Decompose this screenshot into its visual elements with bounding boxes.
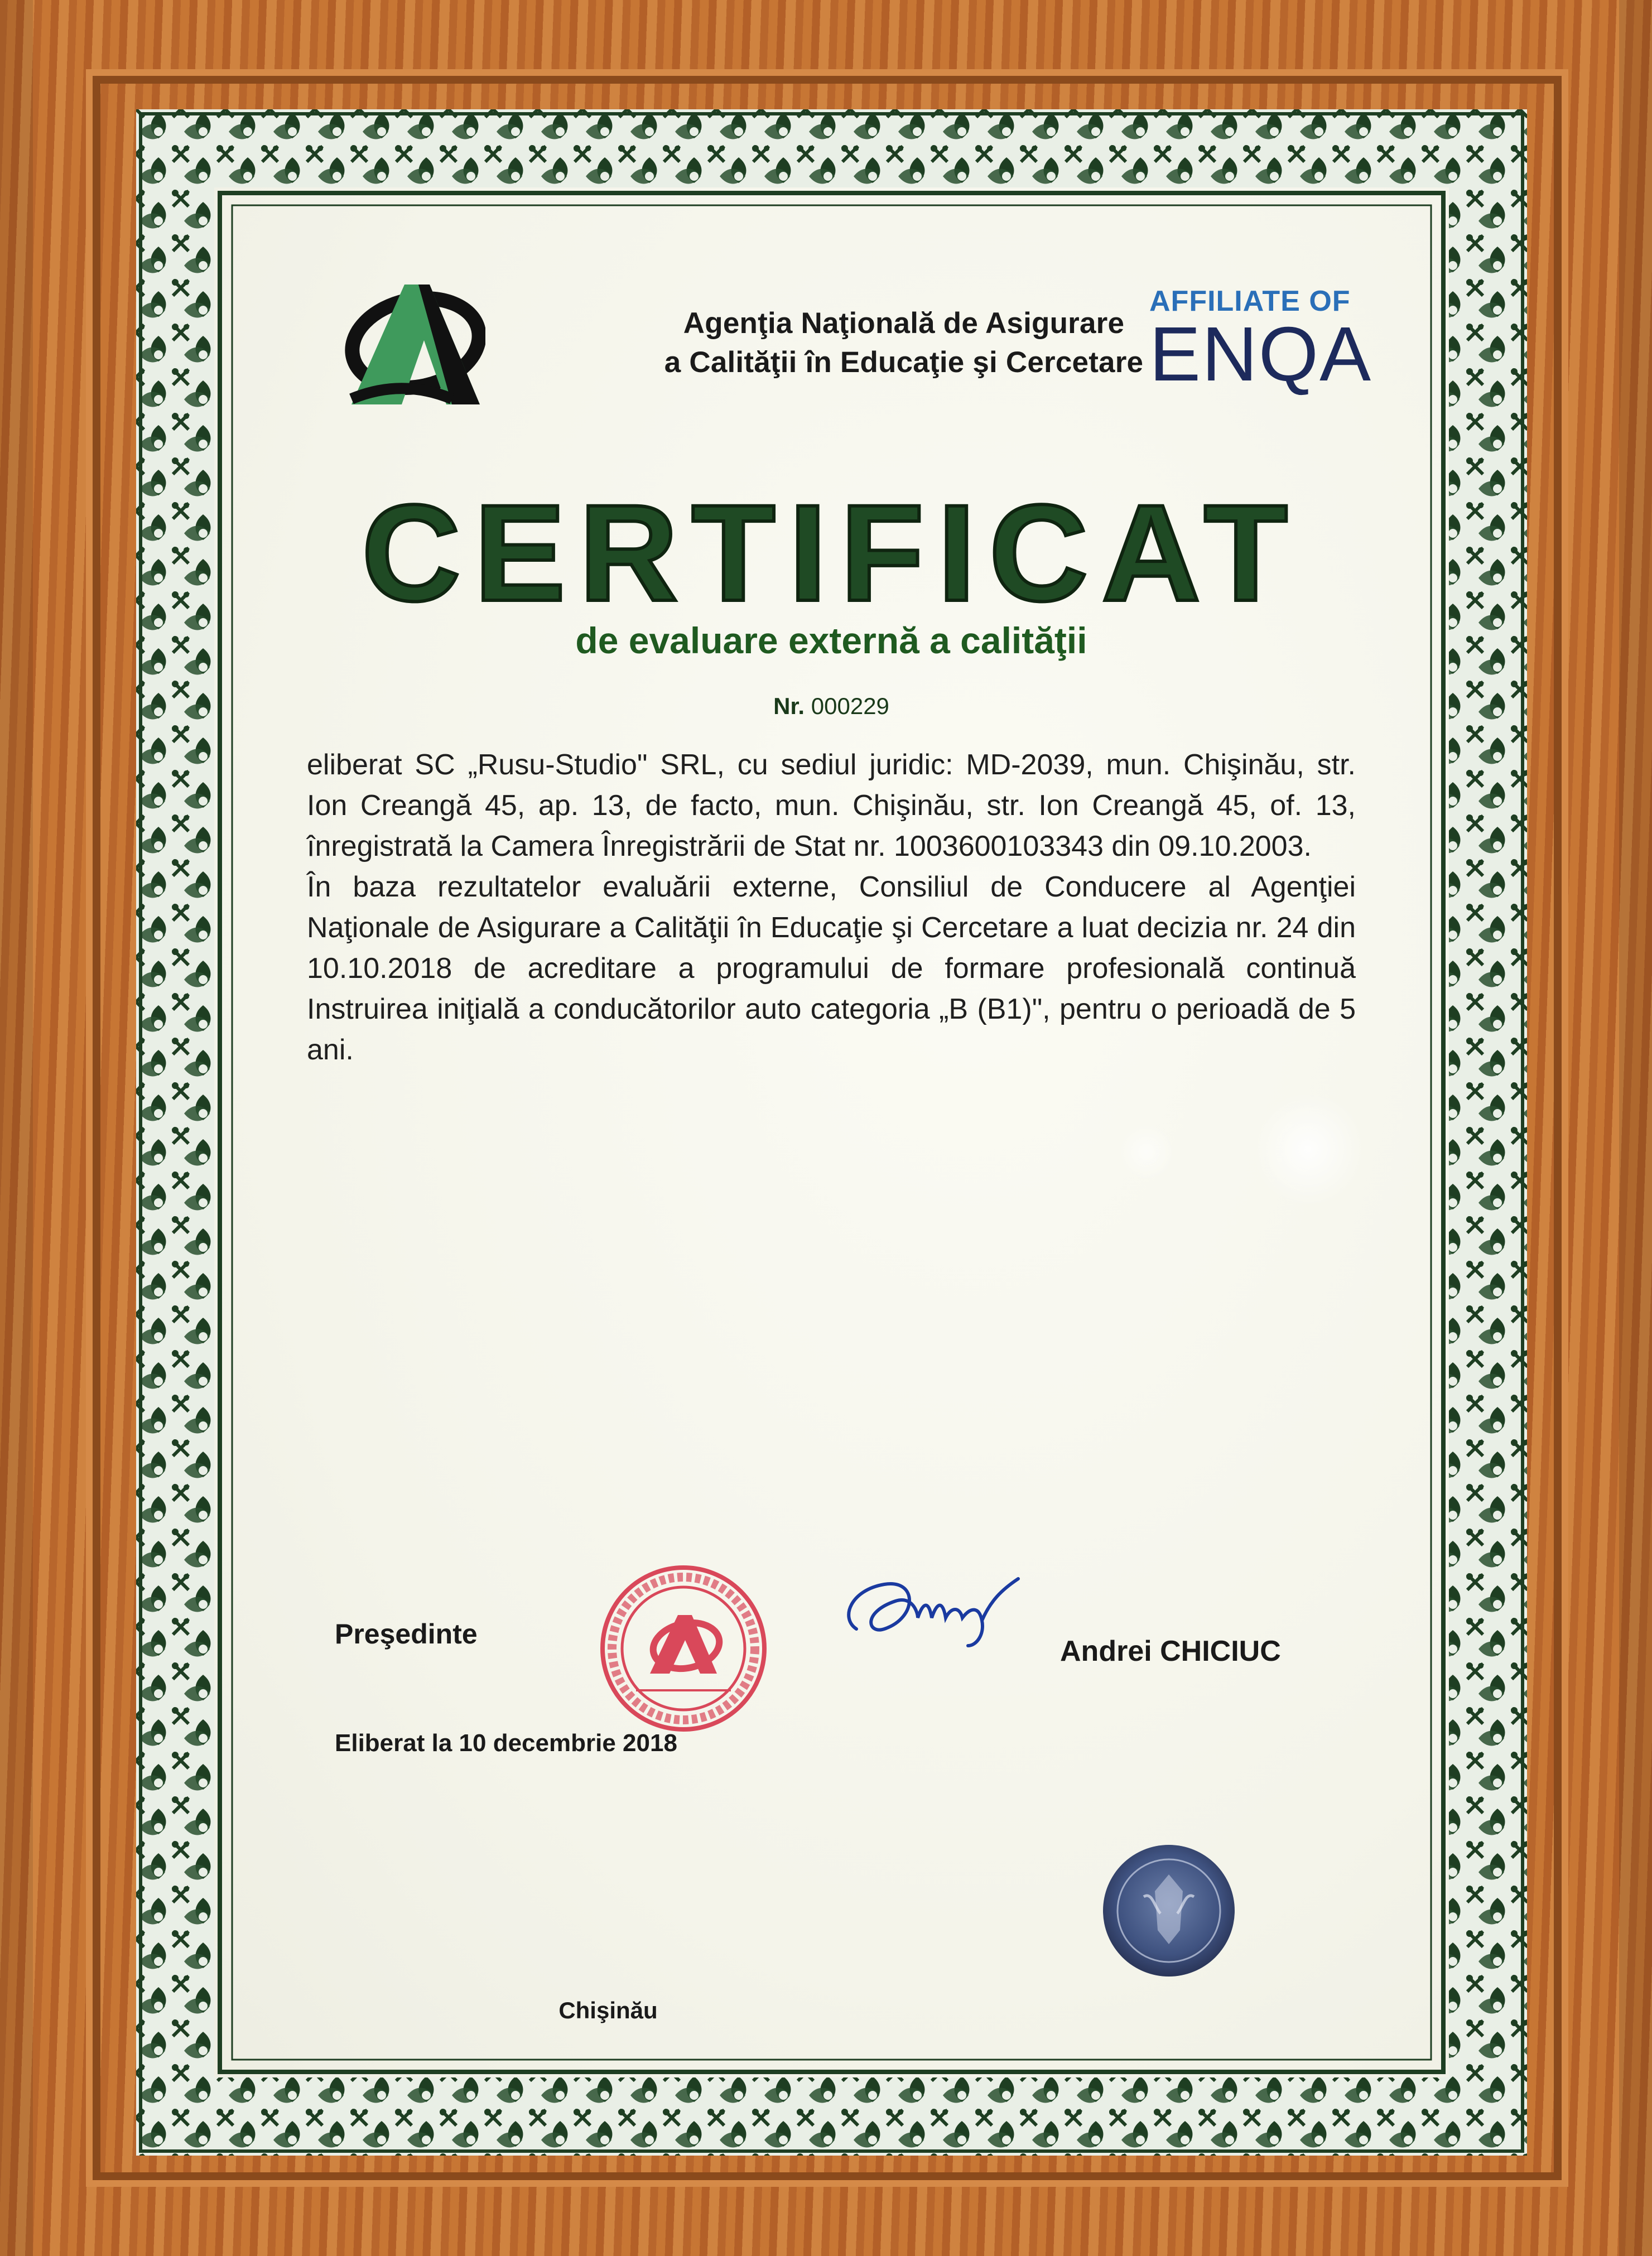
certificate-subtitle: de evaluare externă a calităţii [575, 620, 1087, 661]
certificate-number [206, 693, 1456, 720]
issue-date: Eliberat la 10 decembrie 2018 [335, 1729, 677, 1757]
number-value: 000229 [811, 693, 889, 719]
certificate-body [307, 745, 1356, 1071]
red-stamp-seal-icon [597, 1562, 770, 1735]
agency-name-line1: Agenţia Naţională de Asigurare [683, 307, 1125, 340]
enqa-wordmark: ENQA [1149, 311, 1372, 397]
handwritten-signature-icon [834, 1568, 1035, 1651]
agency-logo-icon [340, 279, 485, 413]
certificate-title: CERTIFICAT [362, 476, 1301, 630]
glass-glare [1255, 1088, 1361, 1211]
agency-name-line2: a Calităţii în Educaţie şi Cercetare [664, 346, 1144, 379]
body-paragraph-2: În baza rezultatelor evaluării externe, Consiliul de Conducere al Agenţiei Naţionale de Asigurare a Calităţii în Educaţie şi Cercetare a luat decizia nr. 24 din 10.10.2018 de acreditare a programului de formare profesională continuă Instruirea iniţială a conducătorilor auto categoria „B (B1)", pentru o perioadă de 5 ani. [307, 871, 1356, 1066]
enqa-logo [1149, 285, 1384, 397]
city-name: Chişinău [558, 1997, 658, 2023]
president-label: Preşedinte [335, 1618, 478, 1650]
blue-embossed-seal-icon [1099, 1841, 1239, 1980]
signer-name: Andrei CHICIUC [1060, 1635, 1281, 1667]
enqa-affiliate-text: AFFILIATE OF [1149, 285, 1351, 317]
glass-glare-small [1121, 1121, 1172, 1183]
number-label: Nr. [773, 693, 805, 719]
body-paragraph-1: eliberat SC „Rusu-Studio" SRL, cu sediul juridic: MD-2039, mun. Chişinău, str. Ion Creangă 45, ap. 13, de facto, mun. Chişinău, str. Ion Creangă 45, of. 13, înregistrată la Camera Înregistrării de Stat nr. 1003600103343 din 09.10.2003. [307, 749, 1356, 862]
